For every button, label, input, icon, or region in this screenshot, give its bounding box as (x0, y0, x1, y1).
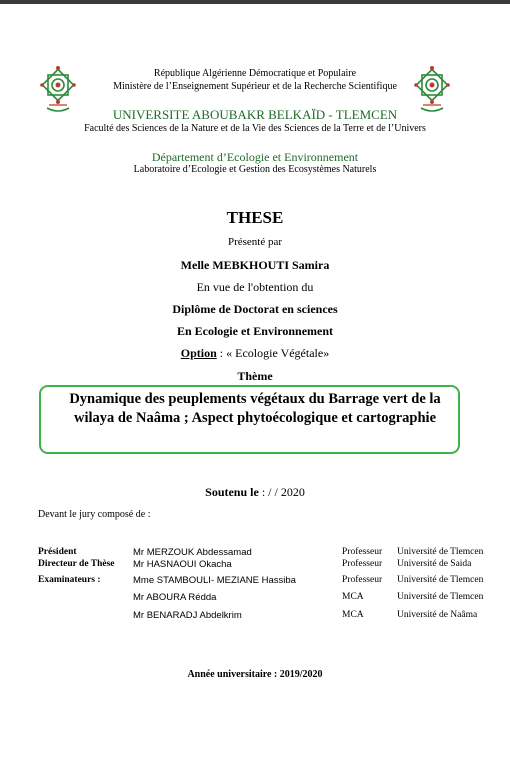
theme-line-2: wilaya de Naâma ; Aspect phytoécologique et cartographie (73, 410, 437, 426)
jury-grade: MCA (342, 610, 364, 620)
jury-university: Université de Saida (397, 559, 472, 569)
defense-label: Soutenu le (205, 485, 259, 499)
option-value: : « Ecologie Végétale» (216, 346, 330, 360)
jury-role: Directeur de Thèse (38, 559, 115, 569)
jury-name: Mr MERZOUK Abdessamad (133, 547, 252, 558)
thesis-title: THESE (226, 208, 284, 227)
jury-grade: MCA (342, 592, 364, 602)
jury-university: Université de Tlemcen (397, 592, 484, 602)
jury-university: Université de Tlemcen (397, 575, 484, 585)
faculty-name: Faculté des Sciences de la Nature et de la Vie des Sciences de la Terre et de l’Univers (84, 123, 426, 134)
jury-name: Mr ABOURA Rédda (133, 592, 217, 603)
university-name: UNIVERSITE ABOUBAKR BELKAÏD - TLEMCEN (112, 107, 398, 122)
jury-row (0, 610, 510, 624)
field-line: En Ecologie et Environnement (176, 324, 334, 338)
defense-date: : / / 2020 (258, 485, 305, 499)
jury-grade: Professeur (342, 547, 383, 557)
jury-name: Mme STAMBOULI- MEZIANE Hassiba (133, 575, 296, 586)
academic-year: Année universitaire : 2019/2020 (187, 669, 323, 680)
jury-name: Mr BENARADJ Abdelkrim (133, 610, 242, 621)
author-name: Melle MEBKHOUTI Samira (180, 258, 330, 272)
defense-line (0, 485, 510, 500)
jury-grade: Professeur (342, 559, 383, 569)
in-view-line: En vue de l'obtention du (196, 280, 314, 294)
jury-row (0, 559, 510, 573)
option-line (0, 346, 510, 361)
jury-university: Université de Tlemcen (397, 547, 484, 557)
laboratory-name: Laboratoire d’Ecologie et Gestion des Ecosystèmes Naturels (133, 164, 377, 175)
ministry-line: Ministère de l’Enseignement Supérieur et de la Recherche Scientifique (113, 81, 397, 92)
theme-text (55, 390, 455, 428)
jury-row (0, 592, 510, 606)
theme-label: Thème (237, 369, 273, 383)
diploma-line: Diplôme de Doctorat en sciences (172, 302, 338, 316)
republic-line: République Algérienne Démocratique et Populaire (153, 68, 357, 79)
theme-line-1: Dynamique des peuplements végétaux du Barrage vert de la (69, 391, 441, 407)
option-label: Option (180, 346, 217, 360)
presented-by: Présenté par (227, 236, 283, 248)
jury-name: Mr HASNAOUI Okacha (133, 559, 232, 570)
jury-role: Examinateurs : (38, 575, 101, 585)
department-name: Département d’Ecologie et Environnement (151, 150, 359, 164)
jury-intro: Devant le jury composé de : (38, 509, 151, 520)
window-top-bar (0, 0, 510, 4)
jury-row (0, 575, 510, 589)
jury-grade: Professeur (342, 575, 383, 585)
jury-university: Université de Naâma (397, 610, 478, 620)
jury-role: Président (38, 547, 77, 557)
